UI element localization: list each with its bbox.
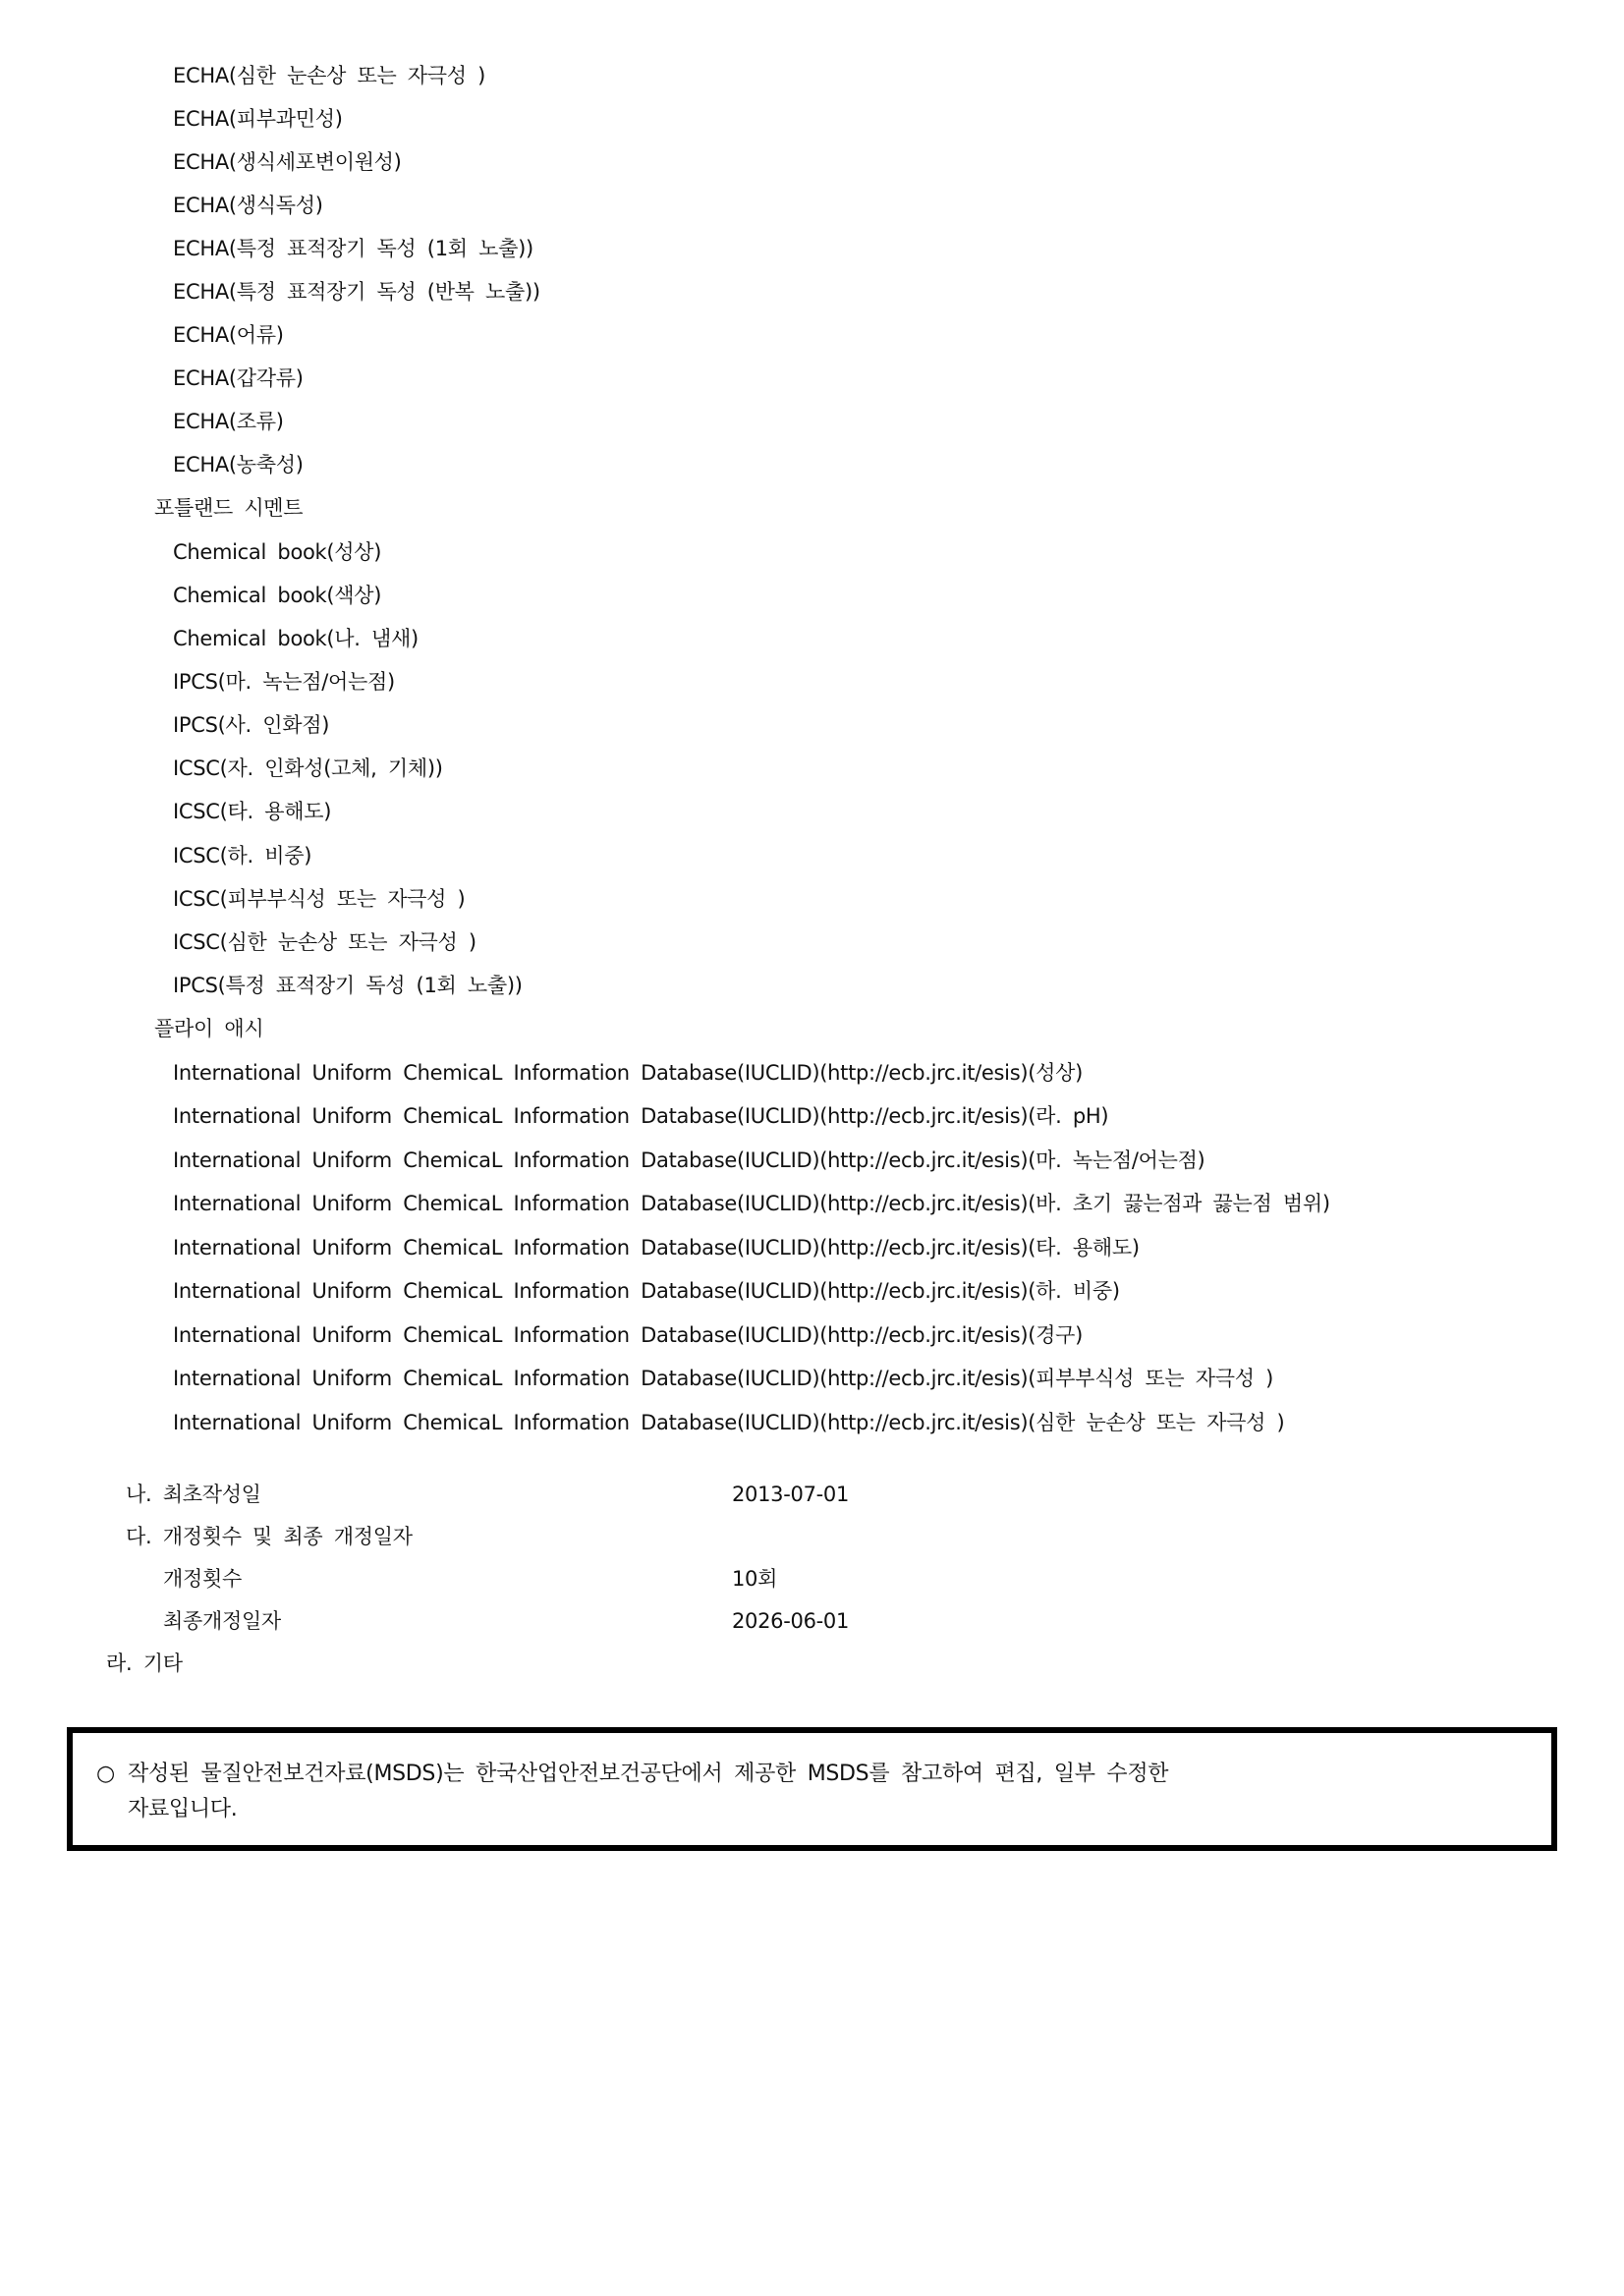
- reference-item: ECHA(피부과민성): [173, 107, 343, 131]
- reference-item: ICSC(심한 눈손상 또는 자극성 ): [173, 930, 476, 954]
- reference-item: International Uniform ChemicaL Information Database(IUCLID)(http://ecb.jrc.it/esis)(라. pH): [173, 1104, 1109, 1128]
- reference-item: International Uniform ChemicaL Information Database(IUCLID)(http://ecb.jrc.it/esis)(성상): [173, 1061, 1083, 1085]
- reference-item: ECHA(조류): [173, 410, 284, 433]
- reference-item: International Uniform ChemicaL Information Database(IUCLID)(http://ecb.jrc.it/esis)(심한 눈손상 또는 자극성 ): [173, 1411, 1285, 1434]
- notice-line-2: 자료입니다.: [128, 1797, 238, 1821]
- reference-item: Chemical book(나. 냄새): [173, 627, 419, 650]
- reference-item: IPCS(특정 표적장기 독성 (1회 노출)): [173, 974, 523, 997]
- reference-item: ICSC(피부부식성 또는 자극성 ): [173, 887, 466, 911]
- first-created-value: 2013-07-01: [732, 1483, 850, 1506]
- circle-icon: ○: [96, 1762, 115, 1786]
- reference-item: ICSC(하. 비중): [173, 844, 312, 868]
- reference-item: ECHA(농축성): [173, 453, 304, 476]
- reference-item: International Uniform ChemicaL Information Database(IUCLID)(http://ecb.jrc.it/esis)(경구): [173, 1323, 1083, 1347]
- reference-item: International Uniform ChemicaL Information Database(IUCLID)(http://ecb.jrc.it/esis)(타. 용해도): [173, 1236, 1140, 1260]
- reference-item: ICSC(자. 인화성(고체, 기체)): [173, 756, 443, 780]
- notice-line-1: 작성된 물질안전보건자료(MSDS)는 한국산업안전보건공단에서 제공한 MSDS를 참고하여 편집, 일부 수정한: [128, 1762, 1169, 1786]
- reference-item: International Uniform ChemicaL Information Database(IUCLID)(http://ecb.jrc.it/esis)(마. 녹는점/어는점): [173, 1148, 1205, 1172]
- first-created-label: 나. 최초작성일: [126, 1483, 261, 1506]
- reference-item: ECHA(특정 표적장기 독성 (반복 노출)): [173, 280, 540, 304]
- reference-item: ECHA(생식세포변이원성): [173, 150, 402, 174]
- reference-item: IPCS(사. 인화점): [173, 713, 330, 737]
- notice-text: [96, 1757, 1168, 1827]
- revision-count-label: 개정횟수: [163, 1567, 242, 1591]
- reference-item: Chemical book(색상): [173, 584, 382, 607]
- reference-item: ECHA(갑각류): [173, 366, 304, 390]
- reference-item: International Uniform ChemicaL Information Database(IUCLID)(http://ecb.jrc.it/esis)(바. 초기 끓는점과 끓는점 범위): [173, 1192, 1330, 1215]
- revision-heading: 다. 개정횟수 및 최종 개정일자: [126, 1525, 413, 1548]
- reference-item: ECHA(특정 표적장기 독성 (1회 노출)): [173, 237, 533, 260]
- reference-item: ECHA(생식독성): [173, 194, 323, 217]
- last-revised-label: 최종개정일자: [163, 1609, 281, 1633]
- etc-label: 라. 기타: [106, 1652, 183, 1675]
- reference-item: ECHA(심한 눈손상 또는 자극성 ): [173, 64, 486, 87]
- substance-title-fly-ash: 플라이 애시: [154, 1017, 264, 1040]
- reference-item: International Uniform ChemicaL Information Database(IUCLID)(http://ecb.jrc.it/esis)(피부부식성 또는 자극성 ): [173, 1367, 1274, 1390]
- substance-title-portland-cement: 포틀랜드 시멘트: [154, 496, 304, 520]
- last-revised-value: 2026-06-01: [732, 1609, 850, 1633]
- revision-count-value: 10회: [732, 1567, 778, 1591]
- reference-item: IPCS(마. 녹는점/어는점): [173, 670, 395, 694]
- notice-box: [67, 1727, 1557, 1851]
- reference-item: Chemical book(성상): [173, 540, 382, 564]
- reference-item: ICSC(타. 용해도): [173, 800, 332, 823]
- reference-item: ECHA(어류): [173, 323, 284, 347]
- reference-item: International Uniform ChemicaL Information Database(IUCLID)(http://ecb.jrc.it/esis)(하. 비중): [173, 1279, 1120, 1303]
